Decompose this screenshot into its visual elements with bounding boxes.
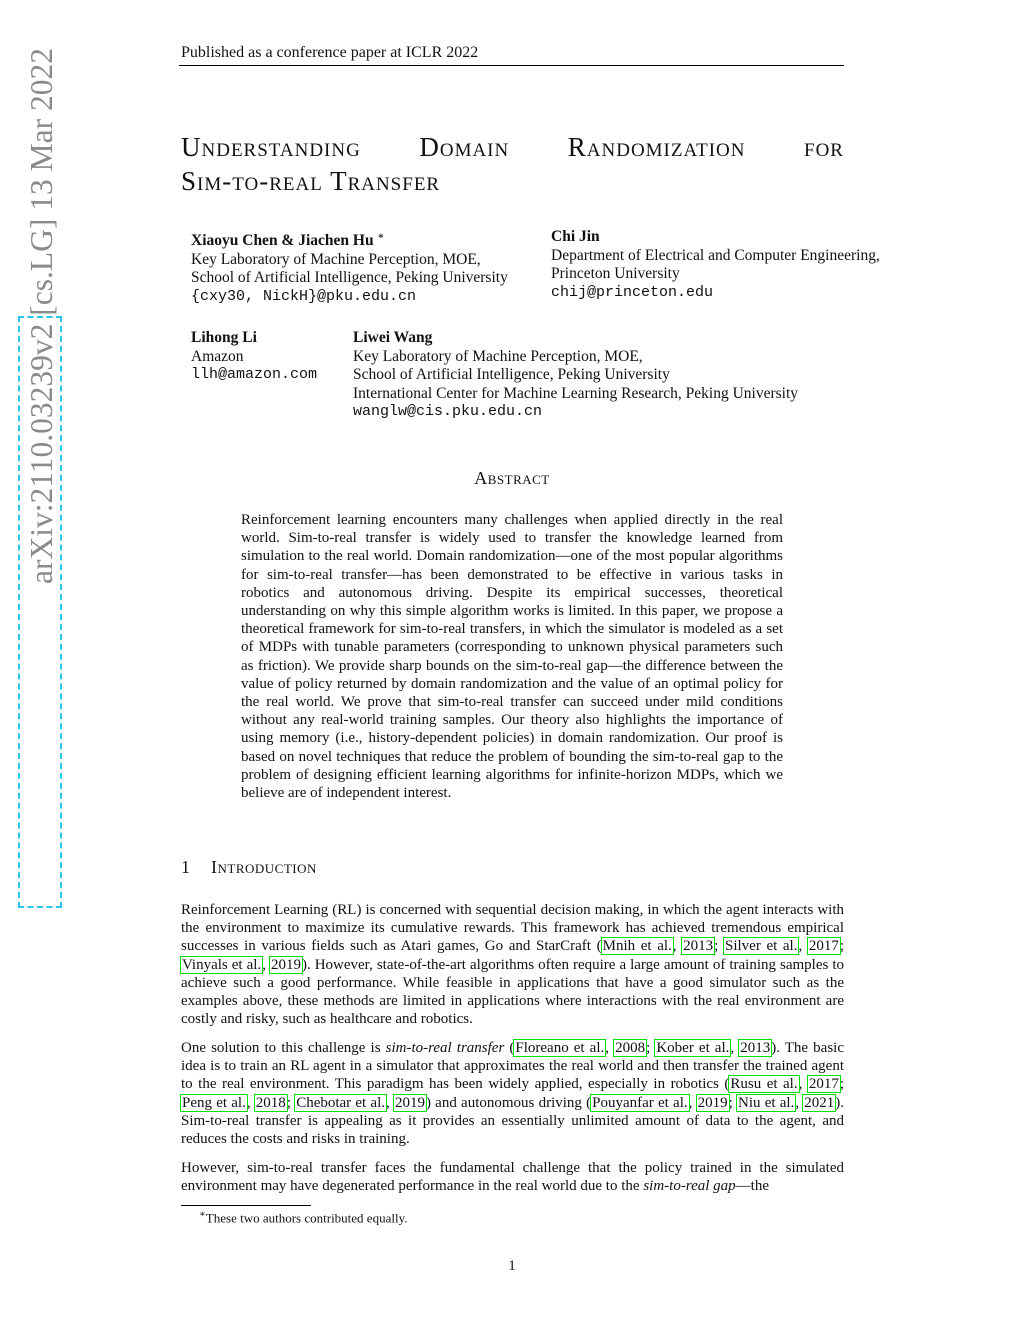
author-block-chen-hu <box>191 228 508 306</box>
footnote-text: These two authors contributed equally. <box>205 1210 408 1226</box>
title-word: Randomization <box>567 132 746 162</box>
author-email[interactable]: wanglw@cis.pku.edu.cn <box>353 403 543 420</box>
author-name: Liwei Wang <box>353 329 433 346</box>
author-affiliation: School of Artificial Intelligence, Peking University <box>353 366 670 383</box>
footnote-mark[interactable]: ∗ <box>377 231 385 242</box>
text-run: However, sim-to-real transfer faces the fundamental challenge that the policy trained in the simulated environment may have degenerated performance in the real world due to the <box>181 1160 844 1195</box>
citation-link[interactable]: Silver et al. <box>724 938 798 955</box>
footnote <box>199 1209 407 1226</box>
text-run: One solution to this challenge is <box>181 1040 386 1056</box>
author-affiliation: International Center for Machine Learning Research, Peking University <box>353 384 799 402</box>
citation-link[interactable]: 2019 <box>394 1094 425 1111</box>
citation-link[interactable]: 2017 <box>808 938 839 955</box>
citation-link[interactable]: 2017 <box>808 1076 839 1093</box>
text-run: ). The basic idea is to train an RL agent in a simulator that approximates the real world and then transfer the trained agent to the real environment. This paradigm has been widely applied, especially in robotics ( <box>181 1040 844 1093</box>
arxiv-stamp[interactable]: arXiv:2110.03239v2 [cs.LG] 13 Mar 2022 <box>24 48 59 584</box>
citation-link[interactable]: Mnih et al. <box>602 938 672 955</box>
text-run: ) and autonomous driving ( <box>425 1094 592 1111</box>
author-name: Lihong Li <box>191 329 257 346</box>
term-emphasis: sim-to-real transfer <box>385 1040 505 1056</box>
abstract-text: Reinforcement learning encounters many challenges when applied directly in the real world. Sim-to-real transfer is widely used to transfer the knowledge learned from simulation to the real world. Domain randomization—one of the most popular algorithms for sim-to-real transfer—has been demonstrated to be effective in various tasks in robotics and autonomous driving. Despite its empirical successes, theoretical understanding on why this simple algorithm works is limited. In this paper, we propose a theoretical framework for sim-to-real transfers, in which the simulator is modeled as a set of MDPs with tunable parameters (corresponding to unknown physical parameters such as friction). We provide sharp bounds on the sim-to-real gap—the difference between the value of policy returned by domain randomization and the value of an optimal policy for the real world. We prove that sim-to-real transfer can succeed under mild conditions without any real-world training samples. Our theory also highlights the importance of using memory (i.e., history-dependent policies) in domain randomization. Our proof is based on novel techniques that reduce the problem of bounding the sim-to-real gap to the problem of designing efficient learning algorithms for infinite-horizon MDPs, which we believe are of independent interest. <box>241 512 783 802</box>
citation-link[interactable]: Pouyanfar et al. <box>592 1094 688 1111</box>
footnote-rule <box>181 1205 311 1206</box>
author-email[interactable]: chij@princeton.edu <box>551 283 714 301</box>
section-heading <box>181 857 317 878</box>
intro-paragraph-1: Reinforcement Learning (RL) is concerned with sequential decision making, in which the agent interacts with the environment to maximize its cumulative rewards. This framework has achieved tremendous empirical successes in various fields such as Atari games, Go and StarCraft (Mnih et al., 2013; Silver et al., 2017; Vinyals et al., 2019). However, state-of-the-art algorithms often require a large amount of training samples to achieve such a good performance. While feasible in applications that have a good simulator such as the examples above, these methods are limited in applications where interactions with the real environment are costly and risky, such as healthcare and robotics. <box>181 902 845 1028</box>
citation-link[interactable]: Floreano et al. <box>515 1040 605 1056</box>
author-affiliation: Amazon <box>191 347 244 365</box>
abstract-heading: Abstract <box>474 468 550 488</box>
citation-link[interactable]: 2021 <box>804 1094 835 1111</box>
intro-paragraph-3 <box>181 1159 844 1195</box>
intro-paragraph-2: One solution to this challenge is sim-to-real transfer (Floreano et al., 2008; Kober et al., 2013). The basic idea is to train an RL agent in a simulator that approximates the real world and then transfer the trained agent to the real environment. This paradigm has been widely applied, especially in robotics (Rusu et al., 2017; Peng et al., 2018; Chebotar et al., 2019) and autonomous driving (Pouyanfar et al., 2019; Niu et al., 2021). Sim-to-real transfer is appealing as it provides an essentially unlimited amount of data to the agent, and reduces the costs and risks in training. <box>181 1040 845 1148</box>
author-email[interactable]: llh@amazon.com <box>191 366 318 383</box>
footnote-mark: ∗ <box>199 1209 206 1220</box>
citation-link[interactable]: 2019 <box>270 956 301 973</box>
author-name: Chi Jin <box>551 228 600 245</box>
text-run: —the <box>735 1178 769 1195</box>
author-name: Xiaoyu Chen & Jiachen Hu <box>191 232 374 250</box>
section-number: 1 <box>181 857 191 877</box>
author-affiliation: Key Laboratory of Machine Perception, MOE, <box>191 250 481 268</box>
author-block-wang <box>353 329 798 422</box>
citation-link[interactable]: Kober et al. <box>656 1040 730 1056</box>
citation-link[interactable]: 2019 <box>697 1094 728 1111</box>
author-affiliation: Key Laboratory of Machine Perception, MOE, <box>353 347 643 365</box>
citation-link[interactable]: 2013 <box>683 938 714 955</box>
citation-link[interactable]: Vinyals et al. <box>182 956 262 973</box>
running-header: Published as a conference paper at ICLR 2022 <box>181 44 479 61</box>
title-line-2: Sim-to-real Transfer <box>181 166 441 196</box>
author-affiliation: School of Artificial Intelligence, Peking University <box>191 269 508 287</box>
citation-link[interactable]: Niu et al. <box>737 1094 795 1111</box>
author-block-li <box>191 329 317 385</box>
citation-link[interactable]: Chebotar et al. <box>296 1094 385 1111</box>
citation-link[interactable]: Peng et al. <box>182 1094 246 1111</box>
paper-title <box>181 130 844 198</box>
text-run: ( <box>504 1040 515 1056</box>
title-word: for <box>804 132 844 162</box>
text-run: Reinforcement Learning (RL) is concerned with sequential decision making, in which the agent interacts with the environment to maximize its cumulative rewards. This framework has achieved tremendous empirical successes in various fields such as Atari games, Go and StarCraft ( <box>181 902 844 955</box>
text-run: ). Sim-to-real transfer is appealing as it provides an essentially unlimited amount of data to the agent, and reduces the costs and risks in training. <box>181 1094 845 1148</box>
author-affiliation: Department of Electrical and Computer Engineering, <box>551 246 880 264</box>
term-emphasis: sim-to-real gap <box>643 1178 736 1195</box>
title-word: Understanding <box>181 132 361 162</box>
author-affiliation: Princeton University <box>551 265 680 282</box>
author-email[interactable]: {cxy30, NickH}@pku.edu.cn <box>191 287 417 305</box>
page-number: 1 <box>508 1258 516 1274</box>
text-run: ). However, state-of-the-art algorithms often require a large amount of training samples to achieve such a good performance. While feasible in applications that have a good simulator such as the examples above, these methods are limited in applications where interactions with the real environment are costly and risky, such as healthcare and robotics. <box>181 956 844 1028</box>
header-rule <box>179 65 844 66</box>
title-word: Domain <box>419 132 510 162</box>
citation-link[interactable]: 2008 <box>615 1040 646 1056</box>
author-block-jin <box>551 228 880 302</box>
citation-link[interactable]: Rusu et al. <box>730 1076 798 1093</box>
citation-link[interactable]: 2013 <box>740 1040 771 1056</box>
citation-link[interactable]: 2018 <box>255 1094 286 1111</box>
section-title: Introduction <box>211 857 317 877</box>
